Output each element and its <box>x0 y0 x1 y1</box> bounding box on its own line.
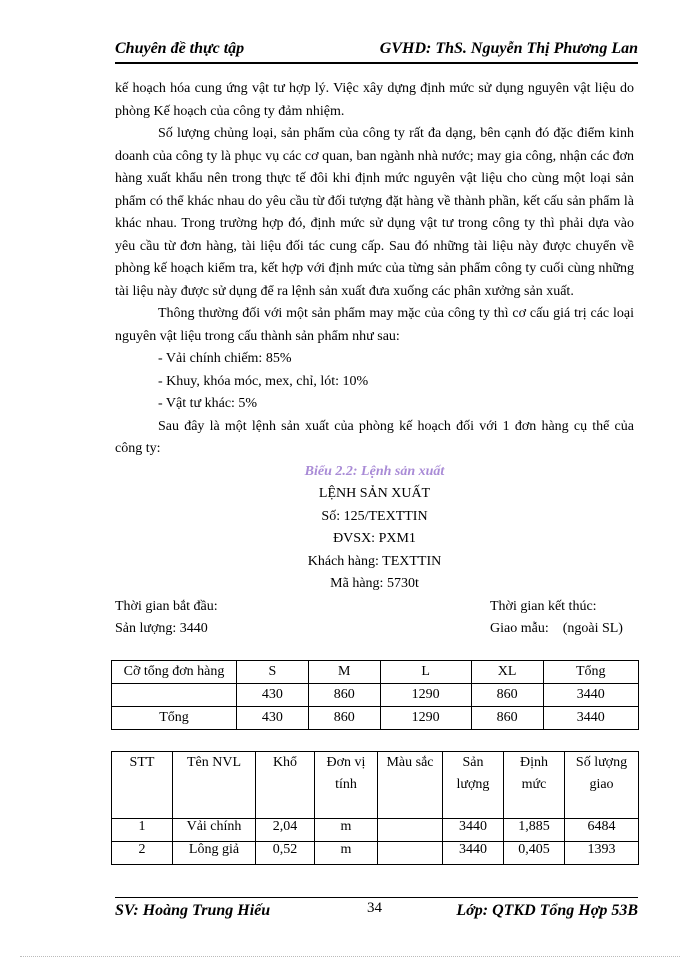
size-table <box>111 660 639 730</box>
end-time: Thời gian kết thúc: <box>490 598 597 614</box>
header-cell: Khổ <box>256 752 315 819</box>
table-cell: 1393 <box>565 842 639 865</box>
order-title: LỆNH SẢN XUẤT <box>318 486 431 501</box>
table-cell: m <box>315 819 378 842</box>
table-cell: 1 <box>112 819 173 842</box>
order-number: Số: 125/TEXTTIN <box>321 508 428 524</box>
paragraph: kế hoạch hóa cung ứng vật tư hợp lý. Việc xây dựng định mức sử dụng nguyên vật liệu do phòng Kế hoạch của công ty đảm nhiệm. <box>115 81 634 119</box>
table-row <box>112 842 639 865</box>
header-cell: M <box>308 661 380 684</box>
table-cell: 860 <box>308 684 380 707</box>
table-row <box>112 707 639 730</box>
table-cell: 2,04 <box>256 819 315 842</box>
order-customer: Khách hàng: TEXTTIN <box>307 553 442 569</box>
table-header-row <box>112 661 639 684</box>
table-cell <box>378 819 443 842</box>
order-times <box>115 596 634 619</box>
table-cell: 3440 <box>543 707 638 730</box>
start-time: Thời gian bắt đầu: <box>115 598 218 614</box>
table-cell: 1290 <box>380 684 471 707</box>
table-header-row <box>112 752 639 819</box>
order-code: Mã hàng: 5730t <box>330 576 419 591</box>
table-cell: 430 <box>237 684 309 707</box>
document-body <box>115 78 634 641</box>
header-cell: Cỡ tổng đơn hàng <box>112 661 237 684</box>
header-cell: L <box>380 661 471 684</box>
table-cell: 0,52 <box>256 842 315 865</box>
sample-delivery: Giao mẫu: (ngoài SL) <box>490 621 623 636</box>
table-cell <box>378 842 443 865</box>
table-cell: 3440 <box>543 684 638 707</box>
table-cell: Tổng <box>112 707 237 730</box>
table-cell: Vải chính <box>173 819 256 842</box>
order-output <box>115 618 634 641</box>
header-cell: Số lượng giao <box>565 752 639 819</box>
paragraph: Số lượng chủng loại, sản phẩm của công ty rất đa dạng, bên cạnh đó đặc điểm kinh doanh của công ty là phục vụ các cơ quan, ban ngành nhà nước; may gia công, nhận các đơn hàng xuất khẩu nên trong thực tế đôi khi định mức nguyên vật liệu cho cùng một loại sản phẩm có thể khác nhau do yêu cầu từ đối tượng đặt hàng về thành phần, kết cấu sản phẩm là khác nhau. Trong trường hợp đó, định mức sử dụng vật tư trong công ty thì phải dựa vào yêu cầu từ đơn hàng, tài liệu đối tác cung cấp. Sau đó những tài liệu này được chuyển về phòng kế hoạch kiểm tra, kết hợp với định mức của từng sản phẩm công ty cuối cùng những tài liệu này được sử dụng để ra lệnh sản xuất đưa xuống các phân xưởng sản xuất. <box>115 126 634 299</box>
table-cell: 860 <box>471 684 543 707</box>
table-row <box>112 819 639 842</box>
header-cell: Định mức <box>504 752 565 819</box>
header-cell: Màu sắc <box>378 752 443 819</box>
table-cell: 860 <box>471 707 543 730</box>
table-cell: 430 <box>237 707 309 730</box>
header-cell: S <box>237 661 309 684</box>
table-cell: 1290 <box>380 707 471 730</box>
material-table <box>111 751 639 865</box>
list-item: - Vải chính chiếm: 85% <box>158 351 292 366</box>
paragraph: Thông thường đối với một sản phẩm may mặc của công ty thì cơ cấu giá trị các loại nguyên vật liệu trong cấu thành sản phẩm như sau: <box>115 306 634 344</box>
header-cell: Đơn vị tính <box>315 752 378 819</box>
paragraph: Sau đây là một lệnh sản xuất của phòng kế hoạch đối với 1 đơn hàng cụ thể của công ty: <box>115 418 634 456</box>
list-item: - Vật tư khác: 5% <box>158 396 258 411</box>
header-left: Chuyên đề thực tập <box>115 40 245 57</box>
table-cell: 3440 <box>443 819 504 842</box>
header-right: GVHD: ThS. Nguyễn Thị Phương Lan <box>379 40 638 57</box>
list-item: - Khuy, khóa móc, mex, chỉ, lót: 10% <box>158 373 369 389</box>
table-cell <box>112 684 237 707</box>
page-number: 34 <box>367 900 382 916</box>
table-cell: m <box>315 842 378 865</box>
page-header <box>115 38 638 64</box>
table-cell: 1,885 <box>504 819 565 842</box>
footer-class: Lớp: QTKD Tổng Hợp 53B <box>456 902 638 919</box>
footer-student: SV: Hoàng Trung Hiếu <box>115 902 271 919</box>
table-cell: 0,405 <box>504 842 565 865</box>
table-row <box>112 684 639 707</box>
header-cell: STT <box>112 752 173 819</box>
table-cell: 860 <box>308 707 380 730</box>
table-cell: 3440 <box>443 842 504 865</box>
page-edge-divider <box>20 956 680 957</box>
header-cell: Tên NVL <box>173 752 256 819</box>
output-quantity: Sản lượng: 3440 <box>115 621 208 636</box>
figure-caption: Biểu 2.2: Lệnh sản xuất <box>304 463 445 479</box>
header-cell: XL <box>471 661 543 684</box>
table-cell: 6484 <box>565 819 639 842</box>
header-cell: Tổng <box>543 661 638 684</box>
order-unit: ĐVSX: PXM1 <box>333 531 416 546</box>
header-cell: Sản lượng <box>443 752 504 819</box>
table-cell: Lông giả <box>173 842 256 865</box>
table-cell: 2 <box>112 842 173 865</box>
page-footer <box>115 897 638 924</box>
